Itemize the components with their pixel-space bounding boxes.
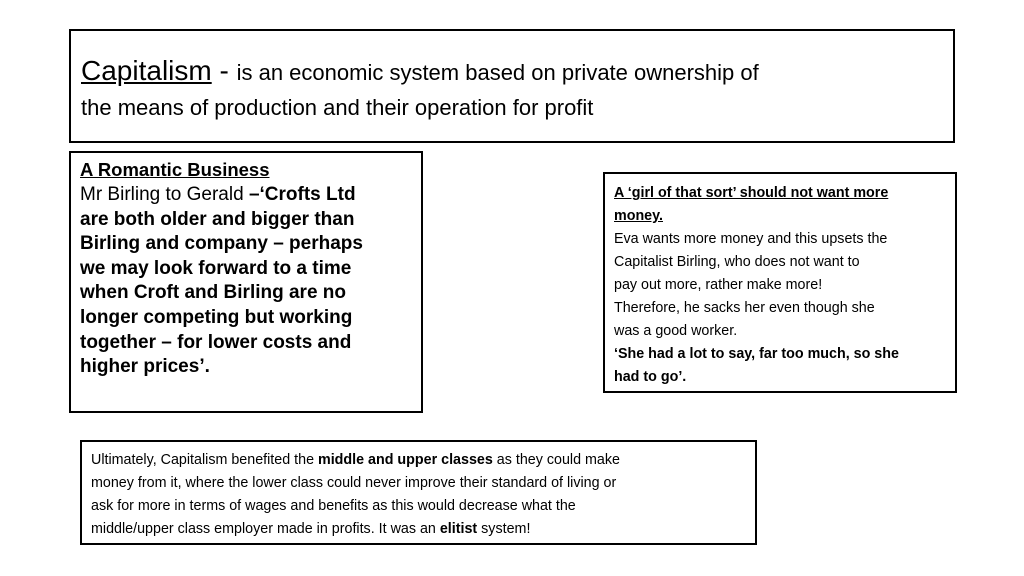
romantic-business-heading: A Romantic Business [80, 159, 270, 180]
dash: - [211, 55, 237, 86]
heading-text: money. [614, 208, 663, 224]
quote-intro: Mr Birling to Gerald [80, 184, 249, 205]
quote-line [614, 366, 955, 389]
conclusion-line: ask for more in terms of wages and benefits as this would decrease what the [91, 498, 576, 514]
quote-line [614, 343, 955, 366]
girl-of-that-sort-box [603, 172, 957, 393]
quote-text: –‘Crofts Ltd [248, 184, 356, 205]
quote-text: when Croft and Birling are no [80, 282, 347, 304]
body-line: Capitalist Birling, who does not want to [614, 254, 860, 270]
body-line: Therefore, he sacks her even though she [614, 300, 875, 316]
definition-box [69, 29, 955, 143]
definition-line-2: the means of production and their operation for profit [81, 95, 594, 120]
body-line: Eva wants more money and this upsets the [614, 231, 888, 247]
quote-text: Birling and company – perhaps [80, 233, 363, 255]
emphasis: middle and upper classes [318, 452, 493, 468]
body-line: was a good worker. [614, 323, 738, 339]
conclusion-line: money from it, where the lower class could never improve their standard of living or [91, 475, 617, 491]
conclusion-box [80, 440, 757, 545]
conclusion-line [91, 518, 755, 541]
body-line: pay out more, rather make more! [614, 277, 823, 293]
romantic-business-box [69, 151, 423, 413]
quote-line [80, 208, 421, 233]
quote-line [80, 232, 421, 257]
heading-text: A ‘girl of that sort’ should not want more [614, 185, 889, 201]
quote-line [80, 355, 421, 380]
quote-line [80, 306, 421, 331]
text: as they could make [492, 452, 620, 468]
emphasis: elitist [439, 521, 478, 537]
quote-text: had to go’. [614, 369, 687, 385]
definition-line-1 [81, 53, 953, 91]
quote-text: we may look forward to a time [80, 257, 352, 279]
quote-line [80, 281, 421, 306]
girl-heading [614, 205, 955, 228]
quote-text: ‘She had a lot to say, far too much, so she [614, 346, 899, 362]
quote-line [80, 183, 421, 208]
text: middle/upper class employer made in profits. It was an [91, 521, 440, 537]
definition-text: is an economic system based on private ownership of [236, 60, 759, 85]
quote-text: are both older and bigger than [80, 208, 355, 230]
quote-text: higher prices’. [80, 356, 210, 378]
quote-line [80, 257, 421, 282]
text: Ultimately, Capitalism benefited the [91, 452, 318, 468]
term: Capitalism [81, 55, 212, 86]
quote-line [80, 331, 421, 356]
conclusion-line [91, 449, 755, 472]
text: system! [477, 521, 531, 537]
quote-text: together – for lower costs and [80, 331, 352, 353]
girl-heading [614, 182, 955, 205]
quote-text: longer competing but working [80, 306, 353, 328]
